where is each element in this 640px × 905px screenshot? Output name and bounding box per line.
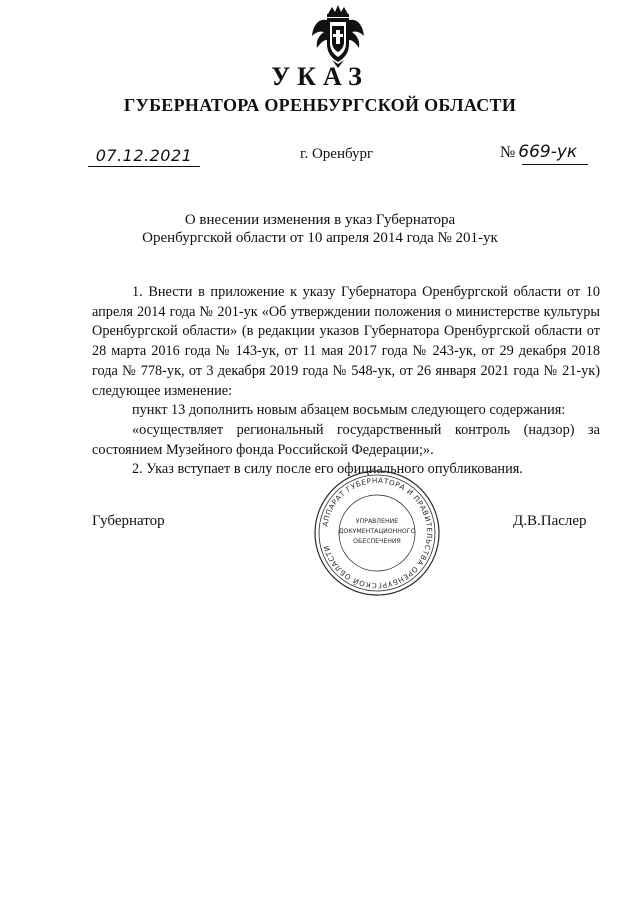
paragraph-3: «осуществляет региональный государственный контроль (надзор) за состоянием Музейного фонда Российской Федерации;».: [92, 421, 600, 458]
number-sign: №: [500, 144, 516, 161]
number-value: 669-ук: [518, 142, 578, 162]
stamp-line-3: ОБЕСПЕЧЕНИЯ: [353, 538, 401, 545]
official-stamp: [312, 468, 442, 598]
document-title: УКАЗ: [271, 62, 369, 91]
date-underline: [88, 166, 200, 167]
document-body: [92, 283, 600, 480]
heading-line-1: О внесении изменения в указ Губернатора: [184, 212, 456, 228]
signatory-position: Губернатор: [92, 513, 165, 529]
document-date: [88, 146, 200, 165]
heading-line-2: Оренбургской области от 10 апреля 2014 года № 201-ук: [142, 230, 498, 246]
stamp-line-2: ДОКУМЕНТАЦИОННОГО: [338, 528, 416, 535]
date-value: 07.12.2021: [95, 146, 193, 165]
paragraph-4: 2. Указ вступает в силу после его официального опубликования.: [132, 461, 523, 478]
stamp-ring-text: АППАРАТ ГУБЕРНАТОРА И ПРАВИТЕЛЬСТВА ОРЕНБУРГСКОЙ ОБЛАСТИ: [320, 475, 435, 591]
number-underline: [522, 164, 588, 165]
document-issuer: ГУБЕРНАТОРА ОРЕНБУРГСКОЙ ОБЛАСТИ: [123, 95, 517, 115]
document-number: [500, 142, 577, 162]
signatory-name: Д.В.Паслер: [513, 513, 587, 529]
document-city: г. Оренбург: [300, 146, 374, 162]
paragraph-1: 1. Внести в приложение к указу Губернатора Оренбургской области от 10 апреля 2014 года № 201-ук «Об утверждении положения о министерстве культуры Оренбургской области» (в редакции указов Губернатора Оренбургской области от 28 марта 2016 года № 143-ук, от 11 мая 2017 года № 243-ук, от 29 декабря 2018 года № 778-ук, от 3 декабря 2019 года № 548-ук, от 26 января 2021 года № 21-ук) следующее изменение:: [92, 284, 600, 399]
document-heading: [0, 211, 640, 247]
paragraph-2: пункт 13 дополнить новым абзацем восьмым следующего содержания:: [132, 402, 566, 419]
stamp-line-1: УПРАВЛЕНИЕ: [355, 518, 399, 525]
coat-of-arms-icon: [310, 4, 366, 70]
